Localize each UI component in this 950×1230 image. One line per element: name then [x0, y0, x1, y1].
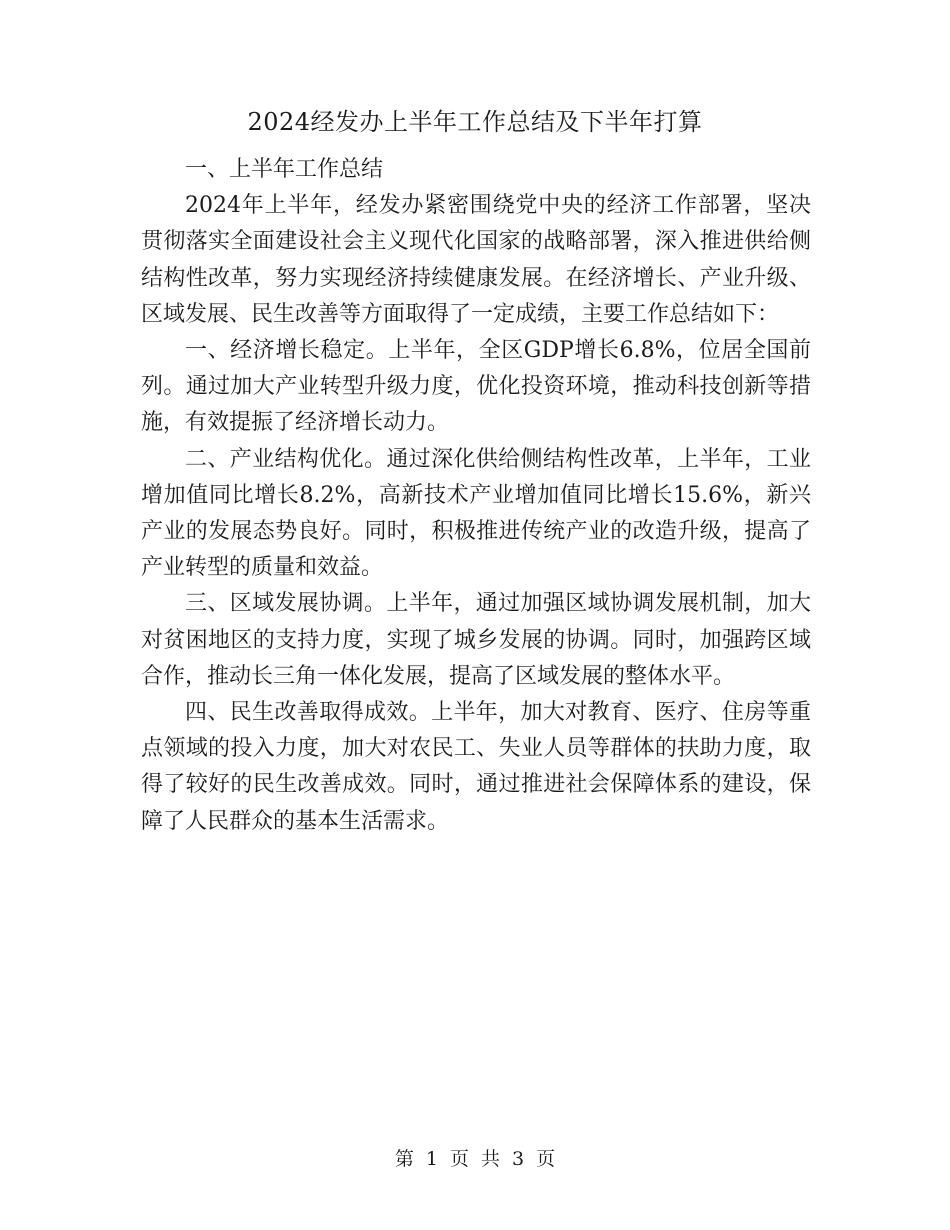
paragraph-regional-development: 三、区域发展协调。上半年，通过加强区域协调发展机制，加大对贫困地区的支持力度，实现了城乡发展的协调。同时，加强跨区域合作，推动长三角一体化发展，提高了区域发展的整体水平。: [141, 591, 811, 689]
paragraph-industrial-structure: 二、产业结构优化。通过深化供给侧结构性改革，上半年，工业增加值同比增长8.2%，高新技术产业增加值同比增长15.6%，新兴产业的发展态势良好。同时，积极推进传统产业的改造升级，提高了产业转型的质量和效益。: [141, 446, 811, 581]
paragraph-livelihood: 四、民生改善取得成效。上半年，加大对教育、医疗、住房等重点领域的投入力度，加大对农民工、失业人员等群体的扶助力度，取得了较好的民生改善成效。同时，通过推进社会保障体系的建设，保障了人民群众的基本生活需求。: [141, 700, 811, 834]
page-number-footer: 第 1 页 共 3 页: [394, 1148, 556, 1170]
document-body: [141, 152, 811, 840]
paragraph-economic-growth: 一、经济增长稳定。上半年，全区GDP增长6.8%，位居全国前列。通过加大产业转型升级力度，优化投资环境，推动科技创新等措施，有效提振了经济增长动力。: [141, 338, 811, 436]
section-heading: 一、上半年工作总结: [185, 157, 384, 182]
document-title: 2024经发办上半年工作总结及下半年打算: [247, 108, 703, 136]
paragraph-intro: 2024年上半年，经发办紧密围绕党中央的经济工作部署，坚决贯彻落实全面建设社会主义现代化国家的战略部署，深入推进供给侧结构性改革，努力实现经济持续健康发展。在经济增长、产业升级、区域发展、民生改善等方面取得了一定成绩，主要工作总结如下：: [141, 193, 811, 327]
